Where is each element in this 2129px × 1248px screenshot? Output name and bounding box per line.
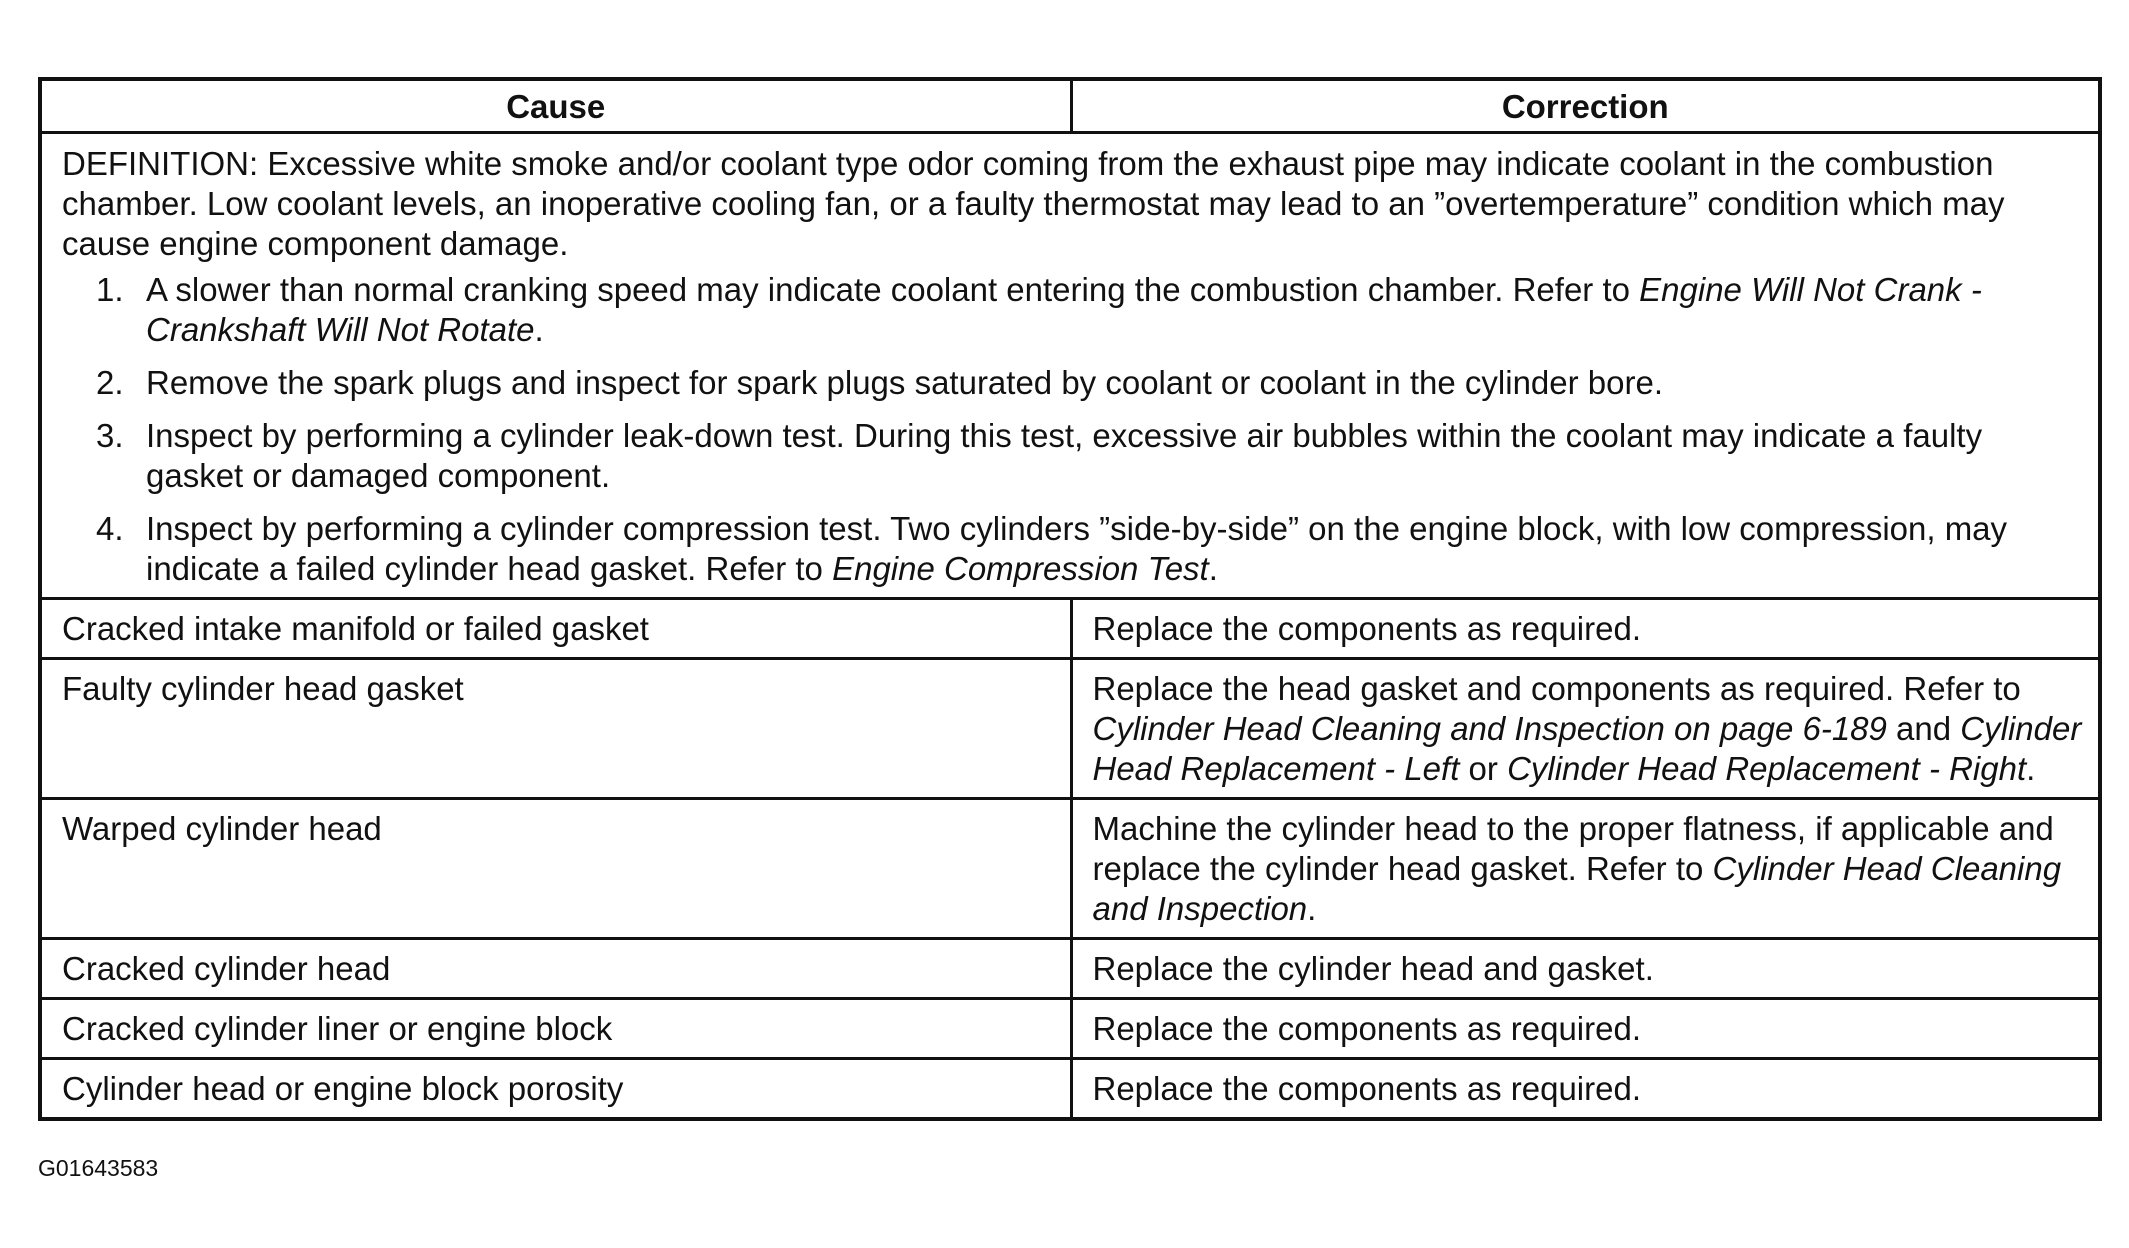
correction-text: Replace the components as required. bbox=[1092, 1010, 1641, 1047]
cause-cell: Warped cylinder head bbox=[40, 799, 1071, 939]
correction-text: Replace the cylinder head and gasket. bbox=[1092, 950, 1654, 987]
correction-reference: Cylinder Head Cleaning and Inspection bbox=[1092, 850, 2062, 927]
correction-text: Replace the components as required. bbox=[1092, 610, 1641, 647]
correction-cell bbox=[1071, 659, 2100, 799]
correction-cell bbox=[1071, 999, 2100, 1059]
cause-column-header: Cause bbox=[40, 79, 1071, 133]
step-text: A slower than normal cranking speed may indicate coolant entering the combustion chamber. Refer to bbox=[146, 271, 1640, 308]
diagnostic-table bbox=[38, 77, 2102, 1121]
table-row bbox=[40, 999, 2100, 1059]
cause-cell: Cracked intake manifold or failed gasket bbox=[40, 599, 1071, 659]
step-reference: Engine Will Not Crank - Crankshaft Will Not Rotate bbox=[146, 271, 1982, 348]
cause-cell: Faulty cylinder head gasket bbox=[40, 659, 1071, 799]
table-row bbox=[40, 799, 2100, 939]
correction-text: Replace the components as required. bbox=[1092, 1070, 1641, 1107]
diagnostic-step bbox=[62, 509, 2084, 589]
correction-column-header: Correction bbox=[1071, 79, 2100, 133]
table-row bbox=[40, 1059, 2100, 1120]
diagnostic-step bbox=[62, 270, 2084, 350]
definition-text: DEFINITION: Excessive white smoke and/or coolant type odor coming from the exhaust pipe may indicate coolant in the combustion chamber. Low coolant levels, an inoperative cooling fan, or a faulty thermostat may lead to an ”overtemperature” condition which may cause engine component damage. bbox=[62, 145, 2005, 262]
step-number: 2. bbox=[96, 364, 124, 401]
step-reference: Engine Compression Test bbox=[832, 550, 1209, 587]
diagnostic-step bbox=[62, 363, 2084, 403]
table-row bbox=[40, 659, 2100, 799]
definition-row bbox=[40, 133, 2100, 599]
step-number: 3. bbox=[96, 417, 124, 454]
table-row bbox=[40, 939, 2100, 999]
cause-cell: Cracked cylinder liner or engine block bbox=[40, 999, 1071, 1059]
step-text: Remove the spark plugs and inspect for spark plugs saturated by coolant or coolant in the cylinder bore. bbox=[146, 364, 1664, 401]
table-header-row bbox=[40, 79, 2100, 133]
step-text: Inspect by performing a cylinder compression test. Two cylinders ”side-by-side” on the engine block, with low compression, may indicate a failed cylinder head gasket. Refer to bbox=[146, 510, 2008, 587]
diagnostic-step bbox=[62, 416, 2084, 496]
correction-cell bbox=[1071, 599, 2100, 659]
step-text-tail: . bbox=[1208, 550, 1218, 587]
correction-reference: Cylinder Head Replacement - Left bbox=[1092, 710, 2082, 787]
correction-cell bbox=[1071, 799, 2100, 939]
correction-text: . bbox=[2026, 750, 2036, 787]
figure-id: G01643583 bbox=[38, 1155, 159, 1181]
correction-text: Machine the cylinder head to the proper flatness, if applicable and replace the cylinder head gasket. Refer to bbox=[1092, 810, 2054, 887]
correction-text: and bbox=[1886, 710, 1961, 747]
cause-cell: Cylinder head or engine block porosity bbox=[40, 1059, 1071, 1120]
correction-reference: Cylinder Head Cleaning and Inspection on page 6-189 bbox=[1092, 710, 1887, 747]
step-number: 4. bbox=[96, 510, 124, 547]
correction-text: Replace the head gasket and components as required. Refer to bbox=[1092, 670, 2021, 707]
correction-text: . bbox=[1307, 890, 1317, 927]
step-number: 1. bbox=[96, 271, 124, 308]
correction-cell bbox=[1071, 939, 2100, 999]
cause-cell: Cracked cylinder head bbox=[40, 939, 1071, 999]
step-text: Inspect by performing a cylinder leak-down test. During this test, excessive air bubbles within the coolant may indicate a faulty gasket or damaged component. bbox=[146, 417, 1983, 494]
diagnostic-steps-list bbox=[62, 270, 2084, 589]
correction-cell bbox=[1071, 1059, 2100, 1120]
correction-text: or bbox=[1459, 750, 1508, 787]
table-row bbox=[40, 599, 2100, 659]
step-text-tail: . bbox=[534, 311, 544, 348]
definition-cell bbox=[40, 133, 2100, 599]
correction-reference: Cylinder Head Replacement - Right bbox=[1507, 750, 2027, 787]
